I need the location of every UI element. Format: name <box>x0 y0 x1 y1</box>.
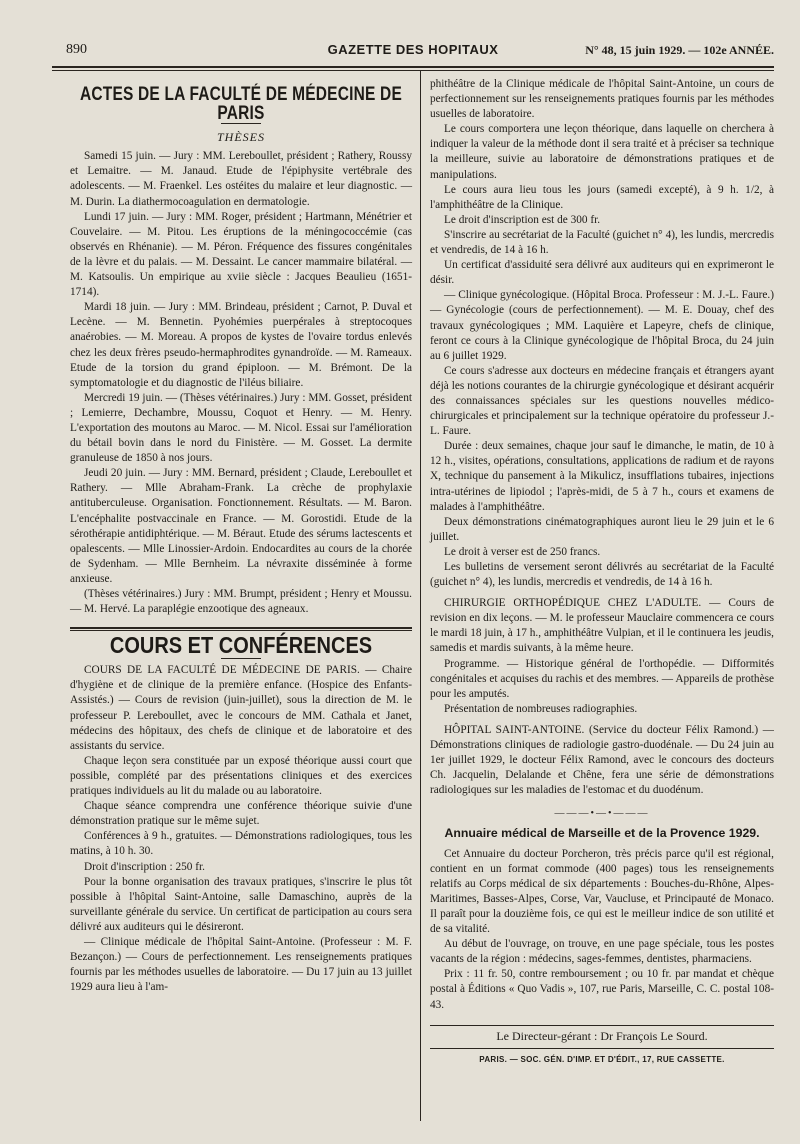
course-paragraph: Le cours aura lieu tous les jours (samedi excepté), à 9 h. 1/2, à l'amphithéâtre de la Clinique. <box>430 183 774 211</box>
section-rule <box>70 627 412 631</box>
course-paragraph: — Clinique médicale de l'hôpital Saint-Antoine. (Professeur : M. F. Bezançon.) — Cours de perfectionnement. Les renseignements pratiques fournis par les méthodes usuelles de laboratoire. — Du 17 juin au 13 juillet 1929 aura lieu à l'am- <box>70 935 412 994</box>
right-column <box>420 71 774 1121</box>
two-columns <box>52 71 774 1121</box>
thesis-entry: Samedi 15 juin. — Jury : MM. Lereboullet, président ; Rathery, Roussy et Lemaitre. — M. Janaud. Etude de l'épiphysite vertébrale des adolescents. — M. Fraenkel. Les ostéites du malaire et leur diagnostic. — M. Durin. La diathermocoagulation en dermatologie. <box>70 150 412 208</box>
course-paragraph: S'inscrire au secrétariat de la Faculté (guichet n° 4), les lundis, mercredis et vendredis, de 14 à 16 h. <box>430 228 774 257</box>
printer-line: PARIS. — SOC. GÉN. D'IMP. ET D'ÉDIT., 17, RUE CASSETTE. <box>430 1048 774 1067</box>
journal-title: GAZETTE DES HOPITAUX <box>327 42 499 57</box>
course-paragraph: Programme. — Historique général de l'orthopédie. — Difformités congénitales et acquises du rachis et des membres. — Appareils de prothèse pour les amputés. <box>430 657 774 700</box>
thesis-entry: Jeudi 20 juin. — Jury : MM. Bernard, président ; Claude, Lereboullet et Rathery. — Mlle Abraham-Frank. La crèche de prophylaxie antituberculeuse. Organisation. Fonctionnement. Résultats. — M. Baron. L'encéphalite postvaccinale en France. — M. Gorostidi. Etude de la sérothérapie antidiphtérique. — M. Béraut. Etude des sérums lactescents et opalescents. — Mlle Linossier-Ardoin. Endocardites au cours de la chorée de Sydenham. — Mlle Bernheim. La névraxite disséminée à forme anxieuse. <box>70 467 412 585</box>
course-paragraph: Le droit à verser est de 250 francs. <box>444 545 601 558</box>
thesis-entry: Mardi 18 juin. — Jury : MM. Brindeau, président ; Carnot, P. Duval et Lecène. — M. Bennetin. Pyohémies puerpérales à streptocoques anaérobies. — M. Moreau. A propos de kystes de l'ovaire tordus enlevés chez les deux frères pseudo-hermaphrodites gynandroïde. — M. Rameaux. Etude de la torsion du grand épiploon. — M. Brémont. De la symptomatologie et du diagnostic de l'iléus biliaire. <box>70 301 412 389</box>
course-paragraph: Ce cours s'adresse aux docteurs en médecine français et étrangers ayant déjà les notions courantes de la chirurgie gynécologique et désirant acquérir des connaissances spéciales sur les questions nouvelles médico-chirurgicales et principalement sur la technique opératoire du professeur J.-L. Faure. <box>430 364 774 438</box>
director-line: Le Directeur-gérant : Dr François Le Sourd. <box>496 1028 708 1043</box>
course-paragraph: Le droit d'inscription est de 300 fr. <box>444 213 601 226</box>
annuaire-paragraph: Prix : 11 fr. 50, contre remboursement ; ou 10 fr. par mandat et chèque postal à Éditions « Quo Vadis », 107, rue Paris, Marseille, C. C. postal 108-43. <box>430 968 774 1011</box>
course-paragraph: Chaque séance comprendra une conférence théorique suivie d'une démonstration pratique sur le même sujet. <box>70 800 412 828</box>
annuaire-title: Annuaire médical de Marseille et de la Provence 1929. <box>444 825 760 840</box>
course-paragraph: CHIRURGIE ORTHOPÉDIQUE CHEZ L'ADULTE. — Cours de revision en dix leçons. — M. le professeur Mauclaire commencera ce cours le mardi 18 juin, à 17 h., amphithéâtre Vulpian, et il le continuera les jeudis, samedis et mardis suivants, à la même heure. <box>430 597 774 655</box>
issue-info: N° 48, 15 juin 1929. — 102e ANNÉE. <box>585 43 774 57</box>
annuaire-paragraph: Cet Annuaire du docteur Porcheron, très précis parce qu'il est régional, contient en un format commode (400 pages) tous les renseignements relatifs au Corps médical de six départements : Bouches-du-Rhône, Alpes-Maritimes, Basses-Alpes, Corse, Var, Vaucluse, et Principauté de Monaco. Il paraît pour la douzième fois, ce qui est le meilleur indice de son utilité et de sa vitalité. <box>430 847 774 936</box>
page-header <box>52 34 774 64</box>
course-paragraph: Les bulletins de versement seront délivrés au secrétariat de la Faculté (guichet n° 4), les lundis, mercredis et vendredis, de 14 à 16 h. <box>430 561 774 589</box>
thesis-entry: Lundi 17 juin. — Jury : MM. Roger, président ; Hartmann, Ménétrier et Couvelaire. — M. Pitou. Les éruptions de la méningococcémie (cas observés en Rhénanie). — M. Péron. Fréquence des fissures congénitales de la lèvre et du palais. — M. Dessaint. Le cancer mammaire bilatéral. — M. Katsoulis. Un empirique au xviie siècle : Jacques Beaulieu (1651-1714). <box>70 210 412 299</box>
course-paragraph: Chaque leçon sera constituée par un exposé théorique aussi court que possible, complété par des présentations cliniques et des exercices pratiques individuels au lit du malade ou au laboratoire. <box>70 754 412 798</box>
course-paragraph: Durée : deux semaines, chaque jour sauf le dimanche, le matin, de 10 à 12 h., visites, opérations, consultations, applications de radium et de rayons X, technique du pansement à la Mikulicz, insufflations tubaires, injections intra-utérines de lipiodol ; l'après-midi, de 5 à 7 h., cours et examens de malades à l'amphithéâtre. <box>430 440 774 513</box>
courses-title: COURS ET CONFÉRENCES <box>109 633 373 659</box>
ornament-separator: ———•—•——— <box>554 808 650 820</box>
course-paragraph: HÔPITAL SAINT-ANTOINE. (Service du docteur Félix Ramond.) — Démonstrations cliniques de radiologie gastro-duodénale. — Du 24 juin au 1er juillet 1929, le docteur Félix Ramond, avec le concours des docteurs Ch. Jacquelin, Delalande et Chêne, fera une série de démonstrations radiologiques sur les maladies de l'estomac et du duodénum. <box>430 723 774 797</box>
course-paragraph: — Clinique gynécologique. (Hôpital Broca. Professeur : M. J.-L. Faure.) — Gynécologie (cours de perfectionnement). — M. E. Douay, chef des travaux gynécologiques ; MM. Laquière et Lapeyre, chefs de clinique, feront ce cours à la Clinique gynécologique de l'hôpital Broca, du 24 juin au 6 juillet 1929. <box>430 289 774 362</box>
course-paragraph: COURS DE LA FACULTÉ DE MÉDECINE DE PARIS. — Chaire d'hygiène et de clinique de la première enfance. (Hospice des Enfants-Assistés.) — Cours de revision (juin-juillet), sous la direction de M. le professeur P. Lereboullet, avec le concours de MM. Cathala et Janet, médecins des hôpitaux, des chefs de clinique et de laboratoire et des assistants du service. <box>70 664 412 752</box>
thesis-entry: Mercredi 19 juin. — (Thèses vétérinaires.) Jury : MM. Gosset, président ; Lemierre, Dechambre, Moussu, Coquot et Henry. — M. Henry. L'exportation des moutons au Maroc. — M. Nicol. Essai sur l'amélioration du bétail bovin dans le nord du Finistère. — M. Gosset. La dermite granuleuse de 1850 à nos jours. <box>70 391 412 465</box>
course-paragraph: Deux démonstrations cinématographiques auront lieu le 29 juin et le 6 juillet. <box>430 515 774 543</box>
thesis-entry: (Thèses vétérinaires.) Jury : MM. Brumpt, président ; Henry et Moussu. — M. Hervé. La paraplégie enzootique des agneaux. <box>70 588 412 616</box>
faculty-acts-title: ACTES DE LA FACULTÉ DE MÉDECINE DE PARIS <box>80 83 402 125</box>
imprint-footer <box>430 1025 774 1067</box>
course-paragraph: Présentation de nombreuses radiographies. <box>444 702 638 715</box>
page-number: 890 <box>66 42 87 57</box>
course-paragraph: Un certificat d'assiduité sera délivré aux auditeurs qui en exprimeront le désir. <box>430 259 774 287</box>
course-paragraph: Conférences à 9 h., gratuites. — Démonstrations radiologiques, tous les matins, à 10 h. 30. <box>70 830 412 858</box>
course-paragraph: phithéâtre de la Clinique médicale de l'hôpital Saint-Antoine, un cours de perfectionnement sur les renseignements pratiques fournis par les méthodes usuelles de laboratoire. <box>430 78 774 121</box>
theses-heading: THÈSES <box>217 130 265 145</box>
course-paragraph: Droit d'inscription : 250 fr. <box>84 860 205 873</box>
course-paragraph: Le cours comportera une leçon théorique, dans laquelle on cherchera à indiquer la valeur de la méthode dont il sera traité et à préciser sa technique la meilleure, suivie au laboratoire de démonstrations pratiques et de manipulations. <box>430 123 774 181</box>
annuaire-paragraph: Au début de l'ouvrage, on trouve, en une page spéciale, tous les postes vacants de la région : médecins, sages-femmes, dentistes, pharmaciens. <box>430 938 774 966</box>
left-column <box>52 71 420 1121</box>
course-paragraph: Pour la bonne organisation des travaux pratiques, s'inscrire le plus tôt possible à l'hôpital Saint-Antoine, salle Damaschino, auprès de la surveillante générale du service. Un certificat de participation au cours sera délivré aux auditeurs qui le désireront. <box>70 875 412 933</box>
